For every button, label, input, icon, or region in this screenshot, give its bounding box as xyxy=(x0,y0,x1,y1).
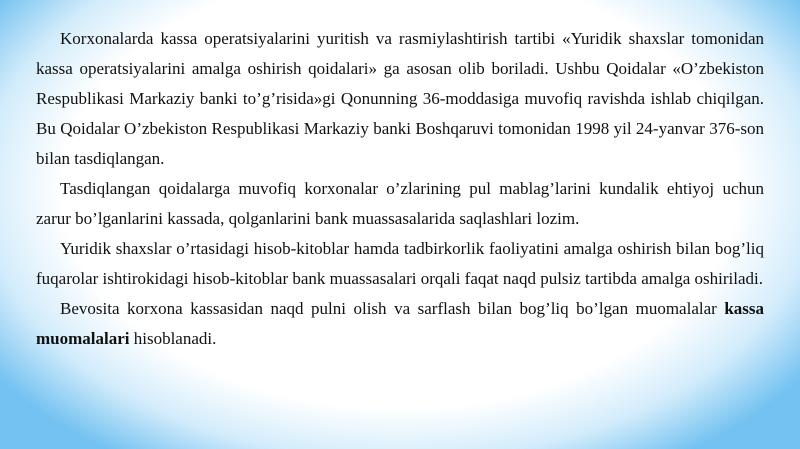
paragraph-cash-transactions-definition xyxy=(36,294,764,354)
slide-content xyxy=(36,24,764,354)
paragraph-fund-storage: Tasdiqlangan qoidalarga muvofiq korxonalar o’zlarining pul mablag’larini kundalik ehtiyoj uchun zarur bo’lganlarini kassada, qolganlarini bank muassasalarida saqlashlari lozim. xyxy=(36,179,764,228)
defined-term: kassa muomalalari xyxy=(36,299,764,348)
paragraph-non-cash-settlements: Yuridik shaxslar o’rtasidagi hisob-kitoblar hamda tadbirkorlik faoliyatini amalga oshirish bilan bog’liq fuqarolar ishtirokidagi hisob-kitoblar bank muassasalari orqali faqat naqd pulsiz tartibda amalga oshiriladi. xyxy=(36,239,764,288)
definition-trailing-text: hisoblanadi. xyxy=(129,329,217,348)
definition-lead-text: Bevosita korxona kassasidan naqd pulni olish va sarflash bilan bog’liq bo’lgan muomalalar xyxy=(60,299,725,318)
paragraph-cash-operations-rules: Korxonalarda kassa operatsiyalarini yuritish va rasmiylashtirish tartibi «Yuridik shaxslar tomonidan kassa operatsiyalarini amalga oshirish qoidalari» ga asosan olib boriladi. Ushbu Qoidalar «O’zbekiston Respublikasi Markaziy banki to’g’risida»gi Qonunning 36-moddasiga muvofiq ravishda ishlab chiqilgan. Bu Qoidalar O’zbekiston Respublikasi Markaziy banki Boshqaruvi tomonidan 1998 yil 24-yanvar 376-son bilan tasdiqlangan. xyxy=(36,29,764,168)
